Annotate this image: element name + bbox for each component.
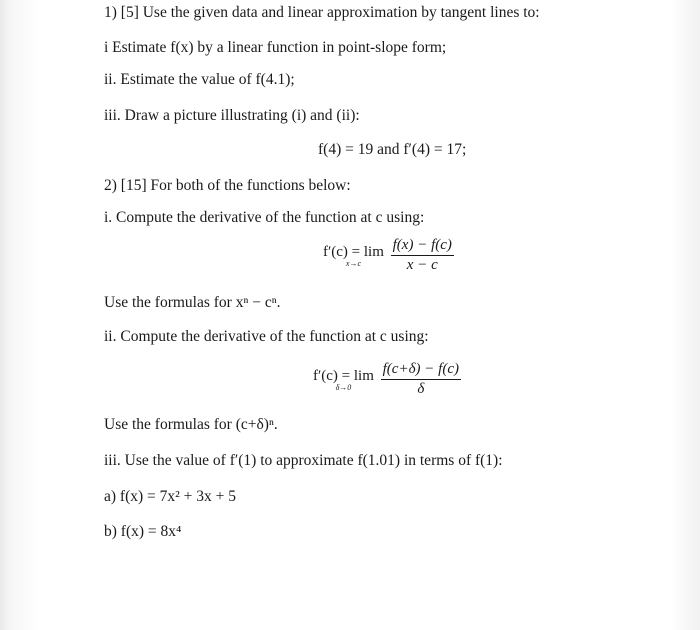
- formula1-numerator: f(x) − f(c): [391, 237, 454, 256]
- q1-part-i: i Estimate f(x) by a linear function in point-slope form;: [104, 39, 447, 56]
- q2-hint-2: Use the formulas for (c+δ)ⁿ.: [104, 416, 278, 433]
- formula2-lim-sub: δ→0: [335, 382, 352, 392]
- derivative-formula-limit-delta: [313, 361, 461, 398]
- q2-part-i: i. Compute the derivative of the function at c using:: [104, 209, 425, 226]
- q1-given-data: f(4) = 19 and f′(4) = 17;: [318, 141, 467, 158]
- formula2-numerator: f(c+δ) − f(c): [381, 361, 461, 380]
- q2-function-b: b) f(x) = 8x⁴: [104, 523, 182, 540]
- page-shadow-left: [0, 0, 72, 630]
- difference-quotient: [391, 237, 454, 274]
- q2-hint-1: Use the formulas for xⁿ − cⁿ.: [104, 294, 281, 311]
- q2-function-a: a) f(x) = 7x² + 3x + 5: [104, 488, 237, 505]
- limit-operator: [313, 368, 374, 392]
- difference-quotient: [381, 361, 461, 398]
- formula1-denominator: x − c: [406, 257, 438, 273]
- formula1-lhs: f′(c) = lim: [323, 243, 384, 260]
- q2-part-ii: ii. Compute the derivative of the function at c using:: [104, 328, 429, 345]
- q1-part-ii: ii. Estimate the value of f(4.1);: [104, 71, 295, 88]
- derivative-formula-limit-x: [323, 237, 454, 274]
- formula2-denominator: δ: [417, 381, 425, 397]
- q2-part-iii: iii. Use the value of f′(1) to approximate f(1.01) in terms of f(1):: [104, 452, 503, 469]
- formula2-lhs: f′(c) = lim: [313, 367, 374, 384]
- q1-heading: 1) [5] Use the given data and linear approximation by tangent lines to:: [104, 4, 540, 21]
- limit-operator: [323, 244, 384, 268]
- q2-heading: 2) [15] For both of the functions below:: [104, 177, 351, 194]
- q1-part-iii: iii. Draw a picture illustrating (i) and (ii):: [104, 107, 360, 124]
- formula1-lim-sub: x→c: [345, 258, 361, 268]
- page-shadow-right: [670, 0, 700, 630]
